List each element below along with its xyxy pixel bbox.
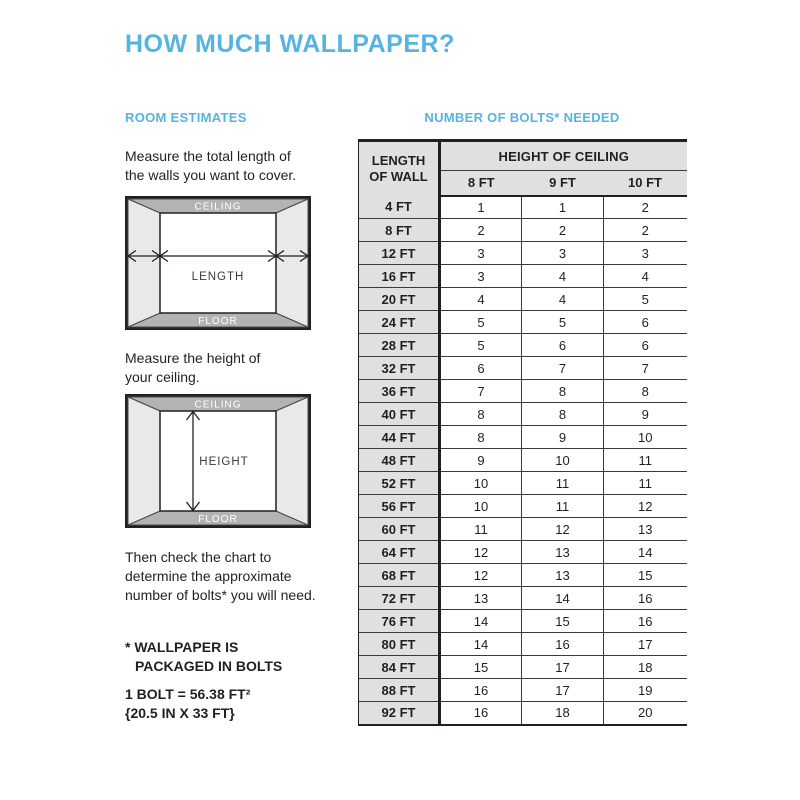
bolt-count-cell: 19 [604, 679, 687, 702]
table-row [359, 656, 687, 679]
bolts-table [358, 139, 687, 726]
wall-length-cell: 40 FT [359, 403, 440, 426]
bolt-count-cell: 8 [522, 380, 604, 403]
back-wall-panel [160, 213, 276, 313]
bolt-count-cell: 2 [604, 196, 687, 219]
table-row [359, 495, 687, 518]
bolt-count-cell: 3 [604, 242, 687, 265]
table-row [359, 219, 687, 242]
wall-length-cell: 72 FT [359, 587, 440, 610]
wall-length-cell: 8 FT [359, 219, 440, 242]
bolt-count-cell: 7 [604, 357, 687, 380]
bolt-count-cell: 14 [522, 587, 604, 610]
bolt-count-cell: 12 [440, 541, 522, 564]
table-row [359, 242, 687, 265]
wall-length-cell: 24 FT [359, 311, 440, 334]
bolt-count-cell: 13 [604, 518, 687, 541]
table-row [359, 564, 687, 587]
column-header-8ft: 8 FT [440, 171, 522, 196]
bolt-count-cell: 15 [522, 610, 604, 633]
table-row [359, 403, 687, 426]
bolt-count-cell: 8 [440, 426, 522, 449]
wall-length-cell: 44 FT [359, 426, 440, 449]
table-row [359, 518, 687, 541]
table-row [359, 702, 687, 725]
bolt-count-cell: 6 [604, 334, 687, 357]
bolt-count-cell: 5 [440, 311, 522, 334]
left-wall-panel [128, 199, 160, 327]
bolt-count-cell: 10 [440, 495, 522, 518]
bolt-count-cell: 4 [604, 265, 687, 288]
bolt-count-cell: 20 [604, 702, 687, 725]
bolt-count-cell: 11 [522, 472, 604, 495]
instruction-measure-height: Measure the height of your ceiling. [125, 350, 261, 385]
wall-length-cell: 20 FT [359, 288, 440, 311]
bolt-count-cell: 12 [440, 564, 522, 587]
table-row [359, 426, 687, 449]
bolt-count-cell: 15 [604, 564, 687, 587]
wall-length-cell: 56 FT [359, 495, 440, 518]
column-header-9ft: 9 FT [522, 171, 604, 196]
bolt-count-cell: 6 [440, 357, 522, 380]
wall-length-cell: 68 FT [359, 564, 440, 587]
ceiling-label: CEILING [194, 201, 242, 213]
table-row [359, 196, 687, 219]
instruction-check-chart: Then check the chart to determine the approximate number of bolts* you will need. [125, 549, 316, 603]
bolt-count-cell: 5 [522, 311, 604, 334]
table-header-row-1 [359, 141, 687, 171]
table-row [359, 587, 687, 610]
bolt-count-cell: 10 [604, 426, 687, 449]
table-row [359, 265, 687, 288]
bolt-count-cell: 6 [522, 334, 604, 357]
table-row [359, 449, 687, 472]
bolt-count-cell: 3 [440, 265, 522, 288]
bolt-count-cell: 11 [522, 495, 604, 518]
bolt-count-cell: 12 [604, 495, 687, 518]
wall-length-cell: 76 FT [359, 610, 440, 633]
bolt-count-cell: 2 [440, 219, 522, 242]
bolt-count-cell: 2 [604, 219, 687, 242]
table-row [359, 311, 687, 334]
bolt-count-cell: 6 [604, 311, 687, 334]
bolt-count-cell: 1 [440, 196, 522, 219]
bolt-count-cell: 13 [440, 587, 522, 610]
wall-length-cell: 12 FT [359, 242, 440, 265]
bolts-table-heading: NUMBER OF BOLTS* NEEDED [424, 110, 620, 125]
bolt-count-cell: 9 [604, 403, 687, 426]
bolt-count-cell: 4 [522, 265, 604, 288]
table-row [359, 472, 687, 495]
room-length-diagram [125, 196, 311, 330]
bolt-count-cell: 5 [440, 334, 522, 357]
right-wall-panel [276, 397, 308, 525]
bolt-count-cell: 17 [522, 679, 604, 702]
bolt-count-cell: 9 [522, 426, 604, 449]
page-title: HOW MUCH WALLPAPER? [125, 30, 455, 58]
table-row [359, 288, 687, 311]
length-of-wall-header: LENGTH OF WALL [359, 141, 440, 196]
bolt-count-cell: 14 [440, 633, 522, 656]
wall-length-cell: 28 FT [359, 334, 440, 357]
table-row [359, 380, 687, 403]
bolt-count-cell: 14 [604, 541, 687, 564]
ceiling-label: CEILING [194, 399, 242, 411]
bolt-count-cell: 5 [604, 288, 687, 311]
left-wall-panel [128, 397, 160, 525]
bolt-count-cell: 7 [522, 357, 604, 380]
length-label: LENGTH [191, 271, 245, 283]
wall-length-cell: 48 FT [359, 449, 440, 472]
bolt-count-cell: 18 [604, 656, 687, 679]
bolt-count-cell: 12 [522, 518, 604, 541]
table-row [359, 334, 687, 357]
height-label: HEIGHT [199, 456, 249, 468]
bolts-table-body [359, 196, 687, 725]
height-of-ceiling-header: HEIGHT OF CEILING [440, 141, 687, 171]
wall-length-cell: 92 FT [359, 702, 440, 725]
bolt-count-cell: 16 [604, 587, 687, 610]
wall-length-cell: 64 FT [359, 541, 440, 564]
table-row [359, 679, 687, 702]
bolt-count-cell: 11 [440, 518, 522, 541]
table-row [359, 357, 687, 380]
room-estimates-section [125, 110, 343, 723]
bolt-count-cell: 7 [440, 380, 522, 403]
wallpaper-bolts-footnote: * WALLPAPER IS PACKAGED IN BOLTS [125, 639, 283, 674]
room-height-diagram [125, 394, 311, 528]
bolt-count-cell: 18 [522, 702, 604, 725]
wall-length-cell: 4 FT [359, 196, 440, 219]
bolt-count-cell: 3 [522, 242, 604, 265]
bolts-needed-section [358, 110, 686, 726]
bolt-count-cell: 9 [440, 449, 522, 472]
wall-length-cell: 36 FT [359, 380, 440, 403]
bolt-count-cell: 4 [440, 288, 522, 311]
instruction-measure-length: Measure the total length of the walls you want to cover. [125, 148, 297, 183]
bolt-count-cell: 17 [604, 633, 687, 656]
bolt-count-cell: 16 [440, 679, 522, 702]
bolt-count-cell: 1 [522, 196, 604, 219]
bolt-count-cell: 16 [522, 633, 604, 656]
wall-length-cell: 84 FT [359, 656, 440, 679]
wall-length-cell: 80 FT [359, 633, 440, 656]
wall-length-cell: 88 FT [359, 679, 440, 702]
bolt-count-cell: 13 [522, 564, 604, 587]
floor-label: FLOOR [198, 514, 238, 525]
column-header-10ft: 10 FT [604, 171, 687, 196]
table-row [359, 610, 687, 633]
wall-length-cell: 32 FT [359, 357, 440, 380]
bolt-count-cell: 2 [522, 219, 604, 242]
bolt-count-cell: 17 [522, 656, 604, 679]
bolt-count-cell: 11 [604, 472, 687, 495]
wall-length-cell: 60 FT [359, 518, 440, 541]
bolt-count-cell: 14 [440, 610, 522, 633]
bolt-count-cell: 15 [440, 656, 522, 679]
bolt-count-cell: 13 [522, 541, 604, 564]
bolt-count-cell: 8 [522, 403, 604, 426]
wall-length-cell: 52 FT [359, 472, 440, 495]
bolt-count-cell: 8 [604, 380, 687, 403]
bolt-count-cell: 8 [440, 403, 522, 426]
bolt-count-cell: 10 [522, 449, 604, 472]
room-estimates-heading: ROOM ESTIMATES [125, 110, 247, 125]
bolt-size-note: 1 BOLT = 56.38 FT² {20.5 IN X 33 FT} [125, 686, 251, 721]
table-row [359, 541, 687, 564]
bolt-count-cell: 3 [440, 242, 522, 265]
bolt-count-cell: 10 [440, 472, 522, 495]
bolt-count-cell: 16 [604, 610, 687, 633]
floor-label: FLOOR [198, 316, 238, 327]
wall-length-cell: 16 FT [359, 265, 440, 288]
right-wall-panel [276, 199, 308, 327]
table-row [359, 633, 687, 656]
bolt-count-cell: 4 [522, 288, 604, 311]
bolt-count-cell: 11 [604, 449, 687, 472]
bolt-count-cell: 16 [440, 702, 522, 725]
